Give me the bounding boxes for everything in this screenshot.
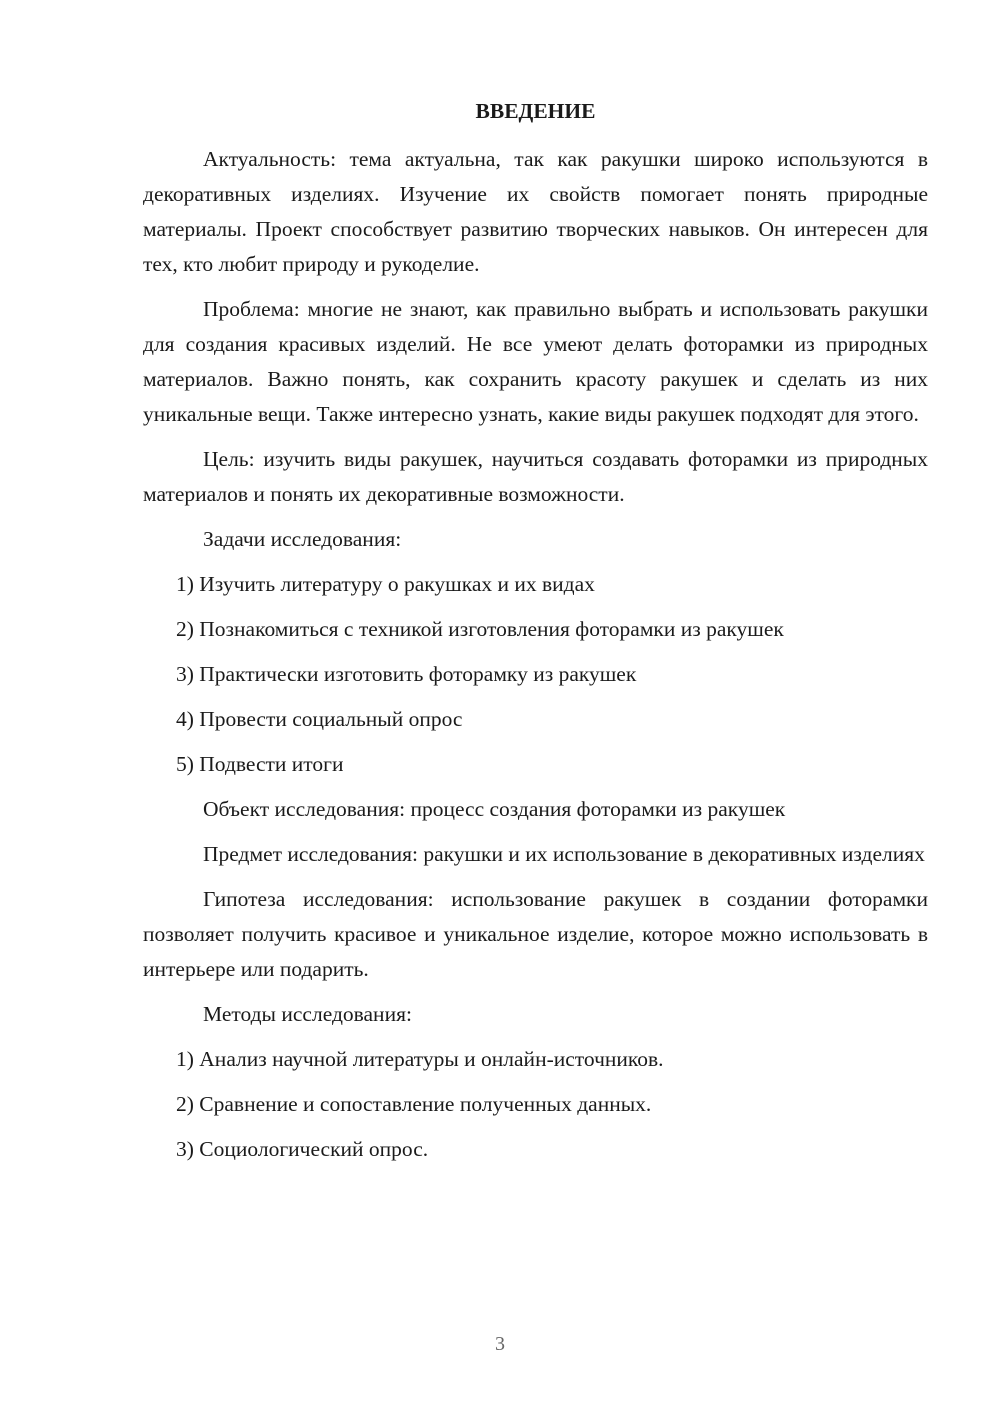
goal-paragraph: Цель: изучить виды ракушек, научиться создавать фоторамки из природных материалов и понять их декоративные возможности. <box>143 447 928 506</box>
list-item: 5) Подвести итоги <box>176 752 344 776</box>
tasks-heading: Задачи исследования: <box>203 527 402 551</box>
list-item: 3) Практически изготовить фоторамку из ракушек <box>176 662 637 686</box>
document-page <box>143 94 928 1177</box>
page-number: 3 <box>495 1333 505 1355</box>
subject-paragraph: Предмет исследования: ракушки и их использование в декоративных изделиях <box>203 842 925 866</box>
list-item: 4) Провести социальный опрос <box>176 707 463 731</box>
tasks-list <box>143 567 928 782</box>
hypothesis-paragraph: Гипотеза исследования: использование ракушек в создании фоторамки позволяет получить красивое и уникальное изделие, которое можно использовать в интерьере или подарить. <box>143 887 928 981</box>
section-title: ВВЕДЕНИЕ <box>475 99 596 123</box>
relevance-paragraph: Актуальность: тема актуальна, так как ракушки широко используются в декоративных изделиях. Изучение их свойств помогает понять природные материалы. Проект способствует развитию творческих навыков. Он интересен для тех, кто любит природу и рукоделие. <box>143 147 928 276</box>
list-item: 1) Изучить литературу о ракушках и их видах <box>176 572 595 596</box>
problem-paragraph: Проблема: многие не знают, как правильно выбрать и использовать ракушки для создания красивых изделий. Не все умеют делать фоторамки из природных материалов. Важно понять, как сохранить красоту ракушек и сделать из них уникальные вещи. Также интересно узнать, какие виды ракушек подходят для этого. <box>143 297 928 426</box>
object-paragraph: Объект исследования: процесс создания фоторамки из ракушек <box>203 797 786 821</box>
list-item: 2) Познакомиться с техникой изготовления фоторамки из ракушек <box>176 617 784 641</box>
methods-list <box>143 1042 928 1167</box>
methods-heading: Методы исследования: <box>203 1002 412 1026</box>
list-item: 3) Социологический опрос. <box>176 1137 429 1161</box>
list-item: 1) Анализ научной литературы и онлайн-источников. <box>176 1047 664 1071</box>
list-item: 2) Сравнение и сопоставление полученных данных. <box>176 1092 652 1116</box>
